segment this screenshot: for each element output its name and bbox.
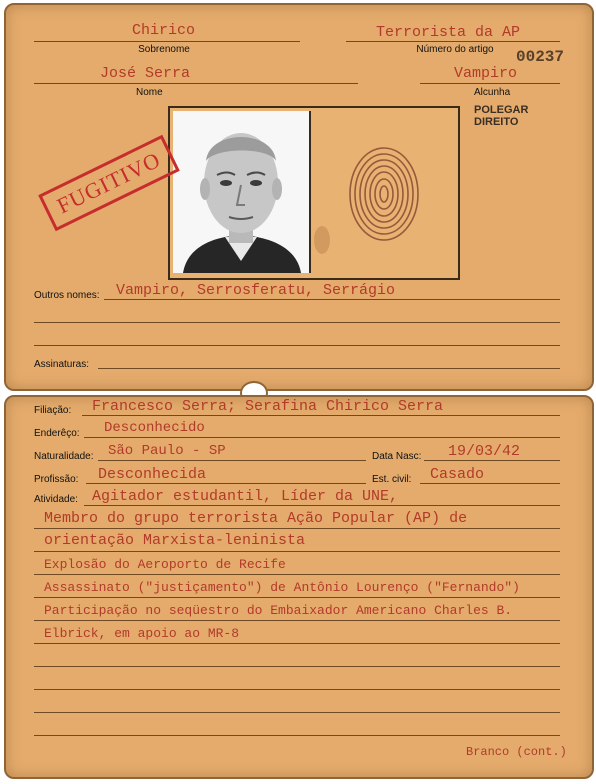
atividade-label: Atividade: (34, 494, 78, 505)
ruled-line (34, 620, 560, 621)
endereco-value: Desconhecido (104, 420, 205, 436)
atividade-line-2: Membro do grupo terrorista Ação Popular (AP) de (44, 510, 468, 527)
ruled-line (34, 666, 560, 667)
endereco-line (84, 437, 560, 438)
assinaturas-label: Assinaturas: (34, 359, 90, 370)
assinaturas-line (98, 368, 560, 369)
naturalidade-value: São Paulo - SP (108, 443, 226, 459)
fugitivo-stamp: FUGITIVO (38, 135, 180, 231)
atividade-line-5: Assassinato ("justiçamento") de Antônio Lourenço ("Fernando") (44, 580, 520, 595)
thumbprint-icon (312, 108, 456, 278)
est-civil-label: Est. civil: (372, 474, 412, 485)
naturalidade-label: Naturalidade: (34, 451, 94, 462)
sobrenome-label: Sobrenome (138, 44, 190, 55)
outros-nomes-value: Vampiro, Serrosferatu, Serrágio (116, 282, 396, 299)
ruled-line (34, 735, 560, 736)
data-nasc-line (424, 460, 560, 461)
ruled-line (34, 597, 560, 598)
outros-line-2 (34, 322, 560, 323)
polegar-label (474, 104, 528, 128)
nome-value: José Serra (100, 65, 191, 82)
atividade-line-4: Explosão do Aeroporto de Recife (44, 557, 286, 572)
filiacao-line (82, 415, 560, 416)
data-nasc-value: 19/03/42 (448, 443, 521, 460)
sobrenome-value: Chirico (132, 22, 196, 39)
atividade-line-6: Participação no seqüestro do Embaixador Americano Charles B. (44, 603, 513, 618)
sobrenome-line (34, 41, 300, 42)
photo-frame (168, 106, 460, 280)
mugshot-image (173, 111, 309, 273)
artigo-label: Número do artigo (416, 44, 494, 55)
data-nasc-label: Data Nasc: (372, 451, 422, 462)
record-number: 00237 (516, 48, 565, 66)
footer-branco-cont: Branco (cont.) (466, 745, 567, 759)
filiacao-value: Francesco Serra; Serafina Chirico Serra (92, 398, 444, 415)
endereco-label: Enderêço: (34, 428, 80, 439)
ruled-line (34, 574, 560, 575)
outros-line-1 (104, 299, 560, 300)
atividade-line-1: Agitador estudantil, Líder da UNE, (92, 488, 399, 505)
profissao-line (86, 483, 366, 484)
nome-label: Nome (136, 87, 163, 98)
artigo-line (346, 41, 560, 42)
nome-line (34, 83, 358, 84)
profissao-label: Profissão: (34, 474, 79, 485)
ruled-line (34, 643, 560, 644)
ruled-line (34, 528, 560, 529)
naturalidade-line (98, 460, 366, 461)
polegar-line2: DIREITO (474, 116, 519, 128)
thumbprint-area (312, 108, 456, 278)
ruled-line (84, 505, 560, 506)
outros-nomes-label: Outros nomes: (34, 290, 100, 301)
ruled-line (34, 551, 560, 552)
alcunha-value: Vampiro (454, 65, 518, 82)
atividade-line-3: orientação Marxista-leninista (44, 532, 306, 549)
ruled-line (34, 689, 560, 690)
polegar-line1: POLEGAR (474, 104, 529, 116)
profissao-value: Desconhecida (98, 466, 207, 483)
est-civil-value: Casado (430, 466, 485, 483)
outros-line-3 (34, 345, 560, 346)
atividade-line-7: Elbrick, em apoio ao MR-8 (44, 626, 240, 641)
alcunha-line (420, 83, 560, 84)
ruled-line (34, 712, 560, 713)
artigo-value: Terrorista da AP (376, 24, 521, 41)
filiacao-label: Filiação: (34, 405, 72, 416)
alcunha-label: Alcunha (474, 87, 511, 98)
mugshot-photo (173, 111, 311, 273)
est-civil-line (420, 483, 560, 484)
